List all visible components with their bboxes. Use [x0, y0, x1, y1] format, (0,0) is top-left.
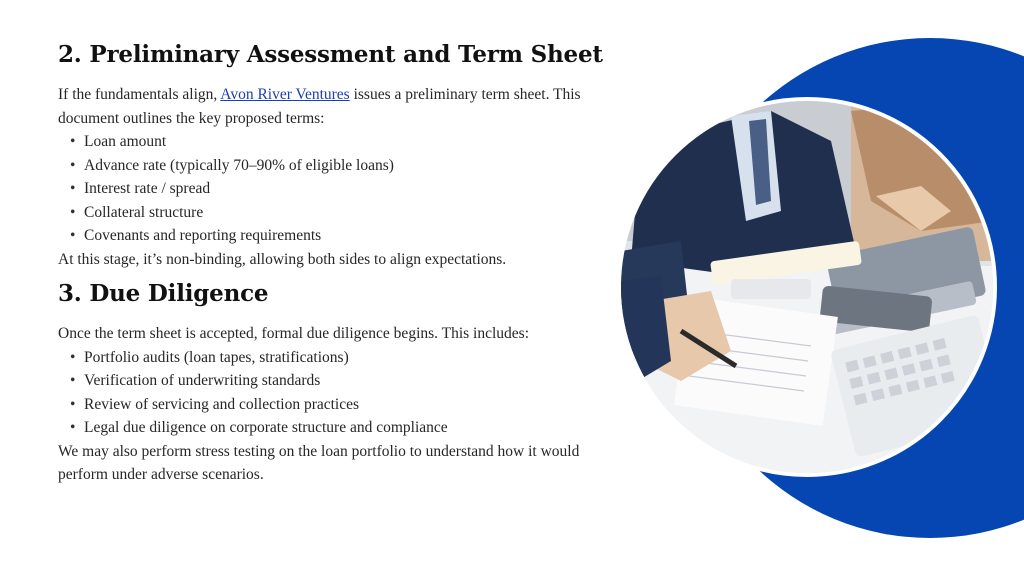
avon-river-ventures-link[interactable]: Avon River Ventures: [220, 86, 350, 103]
list-item: • Covenants and reporting requirements: [70, 224, 618, 248]
list-item: • Portfolio audits (loan tapes, stratifications): [70, 346, 618, 370]
list-item: • Advance rate (typically 70–90% of eligible loans): [70, 154, 618, 178]
section-2-closing: At this stage, it’s non-binding, allowing both sides to align expectations.: [58, 250, 507, 268]
list-item: • Legal due diligence on corporate structure and compliance: [70, 416, 618, 440]
section-3-heading: 3. Due Diligence: [58, 280, 269, 307]
due-diligence-list: [58, 346, 618, 440]
list-item: • Loan amount: [70, 130, 618, 154]
proposed-terms-list: [58, 130, 618, 248]
list-item: • Collateral structure: [70, 201, 618, 225]
business-meeting-photo: [617, 97, 997, 477]
section-3-closing: We may also perform stress testing on the loan portfolio to understand how it would perform under adverse scenarios.: [58, 442, 580, 483]
content-column: [58, 38, 618, 487]
list-item: • Verification of underwriting standards: [70, 369, 618, 393]
list-item: • Review of servicing and collection practices: [70, 393, 618, 417]
intro-text-before-link: If the fundamentals align,: [58, 86, 221, 103]
intro-text-after-link: issues a preliminary term sheet. This document outlines the key proposed terms:: [58, 86, 581, 127]
section-2-intro: [58, 83, 618, 130]
section-2-heading: 2. Preliminary Assessment and Term Sheet: [58, 41, 603, 68]
list-item: • Interest rate / spread: [70, 177, 618, 201]
section-3-intro: Once the term sheet is accepted, formal due diligence begins. This includes:: [58, 325, 530, 342]
